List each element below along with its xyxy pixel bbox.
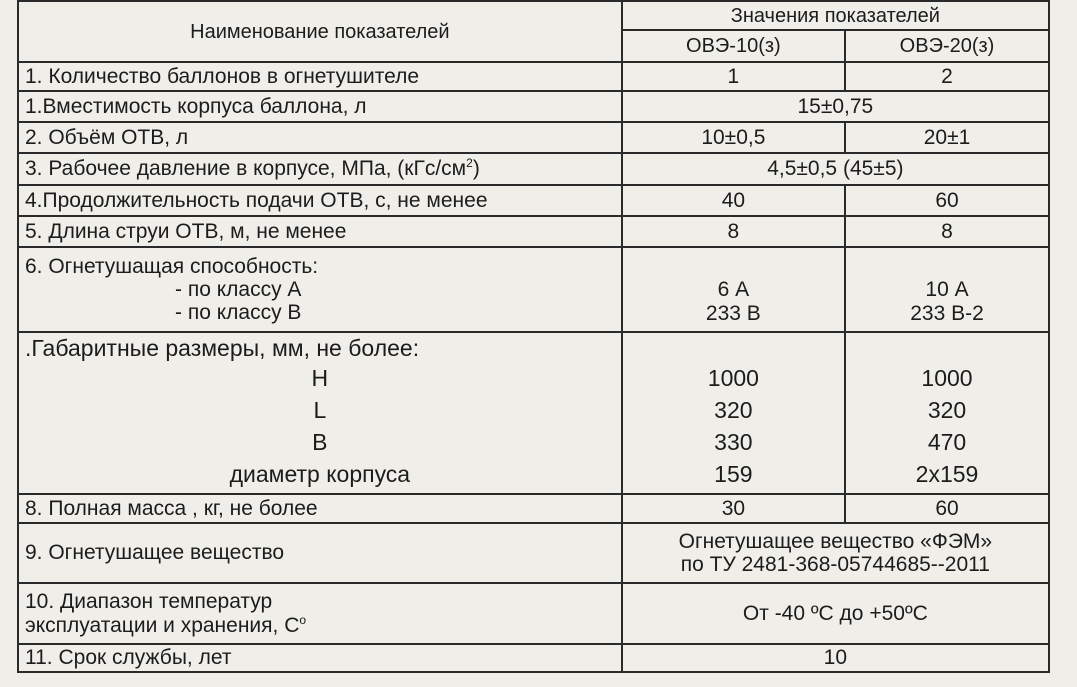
table-row bbox=[18, 523, 1049, 583]
header-values-cell: Значения показателей bbox=[622, 1, 1049, 30]
table-row bbox=[18, 62, 1049, 91]
row-label: 8. Полная масса , кг, не более bbox=[18, 494, 622, 523]
dim-b-value-1: 330 bbox=[714, 429, 753, 455]
table-row bbox=[18, 216, 1049, 247]
dim-l-value-2: 320 bbox=[927, 397, 967, 423]
table-row bbox=[18, 91, 1049, 122]
table-row-extinguishing-ability bbox=[18, 247, 1049, 332]
row-value-1: 30 bbox=[622, 494, 845, 523]
header-name-cell: Наименование показателей bbox=[18, 1, 622, 62]
table-row bbox=[18, 153, 1049, 185]
table-row bbox=[18, 494, 1049, 523]
row-value-2 bbox=[845, 247, 1049, 332]
row-value-1: 8 bbox=[622, 216, 845, 247]
substance-line-2: по ТУ 2481-368-05744685--2011 bbox=[680, 553, 990, 576]
row-value-2: 2 bbox=[845, 62, 1049, 91]
class-b-label: - по классу В bbox=[175, 301, 302, 325]
class-a-value-2: 10 А bbox=[925, 278, 969, 302]
row-value-1 bbox=[622, 247, 845, 332]
row-value-2: 20±1 bbox=[845, 122, 1049, 153]
ability-title: 6. Огнетушащая способность: bbox=[25, 254, 319, 278]
table-row-dimensions bbox=[18, 332, 1049, 494]
row-value-1: 1 bbox=[622, 62, 845, 91]
header-model-1: ОВЭ-10(з) bbox=[622, 30, 845, 62]
row-label: 1.Вместимость корпуса баллона, л bbox=[18, 91, 622, 122]
row-value-1 bbox=[622, 332, 845, 494]
temp-label-line-1: 10. Диапазон температур bbox=[25, 590, 273, 614]
class-b-value-2: 233 В-2 bbox=[910, 301, 984, 325]
row-value-merged: 4,5±0,5 (45±5) bbox=[622, 153, 1049, 185]
row-label: 4.Продолжительность подачи ОТВ, с, не менее bbox=[18, 185, 622, 216]
label-text: 3. Рабочее давление в корпусе, МПа, (кГс/см bbox=[25, 157, 467, 181]
dim-diameter-value-1: 159 bbox=[714, 461, 753, 487]
row-value-1: 10±0,5 bbox=[622, 122, 845, 153]
dim-l-value-1: 320 bbox=[714, 397, 753, 423]
specification-table bbox=[17, 0, 1050, 673]
table-row bbox=[18, 185, 1049, 216]
row-label bbox=[18, 332, 622, 494]
class-a-label: - по классу А bbox=[175, 277, 302, 301]
dim-diameter-value-2: 2x159 bbox=[915, 461, 979, 487]
row-value-2: 60 bbox=[845, 494, 1049, 523]
row-value-merged: 10 bbox=[622, 644, 1049, 672]
dim-h-value-1: 1000 bbox=[707, 365, 759, 391]
row-label: 11. Срок службы, лет bbox=[18, 644, 622, 672]
dim-diameter-label: диаметр корпуса bbox=[229, 460, 411, 487]
header-model-2: ОВЭ-20(з) bbox=[845, 30, 1049, 62]
row-label: 9. Огнетушащее вещество bbox=[18, 523, 622, 583]
row-label: 2. Объём ОТВ, л bbox=[18, 122, 622, 153]
table-row bbox=[18, 122, 1049, 153]
row-value-1: 40 bbox=[622, 185, 845, 216]
header-row bbox=[18, 1, 1049, 30]
row-label: 5. Длина струи ОТВ, м, не менее bbox=[18, 216, 622, 247]
superscript: 2 bbox=[466, 156, 473, 171]
dim-b-value-2: 470 bbox=[927, 429, 967, 455]
row-value-2: 8 bbox=[845, 216, 1049, 247]
row-value-2 bbox=[845, 332, 1049, 494]
row-value-merged bbox=[622, 523, 1049, 583]
substance-line-1: Огнетушащее вещество «ФЭМ» bbox=[678, 529, 993, 553]
table-row bbox=[18, 644, 1049, 672]
row-value-merged: 15±0,75 bbox=[622, 91, 1049, 122]
row-value-2: 60 bbox=[845, 185, 1049, 216]
temp-label-line-2: эксплуатации и хранения, С bbox=[25, 613, 300, 637]
dimensions-title: .Габаритные размеры, мм, не более: bbox=[25, 335, 420, 362]
label-end: ) bbox=[472, 157, 480, 181]
dim-h-label: Н bbox=[311, 364, 329, 391]
table-row bbox=[18, 583, 1049, 644]
dim-l-label: L bbox=[313, 396, 327, 423]
dim-b-label: В bbox=[312, 428, 328, 455]
row-label bbox=[18, 153, 622, 185]
dim-h-value-2: 1000 bbox=[921, 365, 973, 391]
row-label bbox=[18, 247, 622, 332]
class-a-value-1: 6 А bbox=[717, 278, 750, 302]
row-label bbox=[18, 583, 622, 644]
row-value-merged: От -40 ºС до +50ºС bbox=[622, 583, 1049, 644]
degree-superscript: о bbox=[299, 612, 307, 627]
row-label: 1. Количество баллонов в огнетушителе bbox=[18, 62, 622, 91]
class-b-value-1: 233 В bbox=[705, 301, 761, 325]
